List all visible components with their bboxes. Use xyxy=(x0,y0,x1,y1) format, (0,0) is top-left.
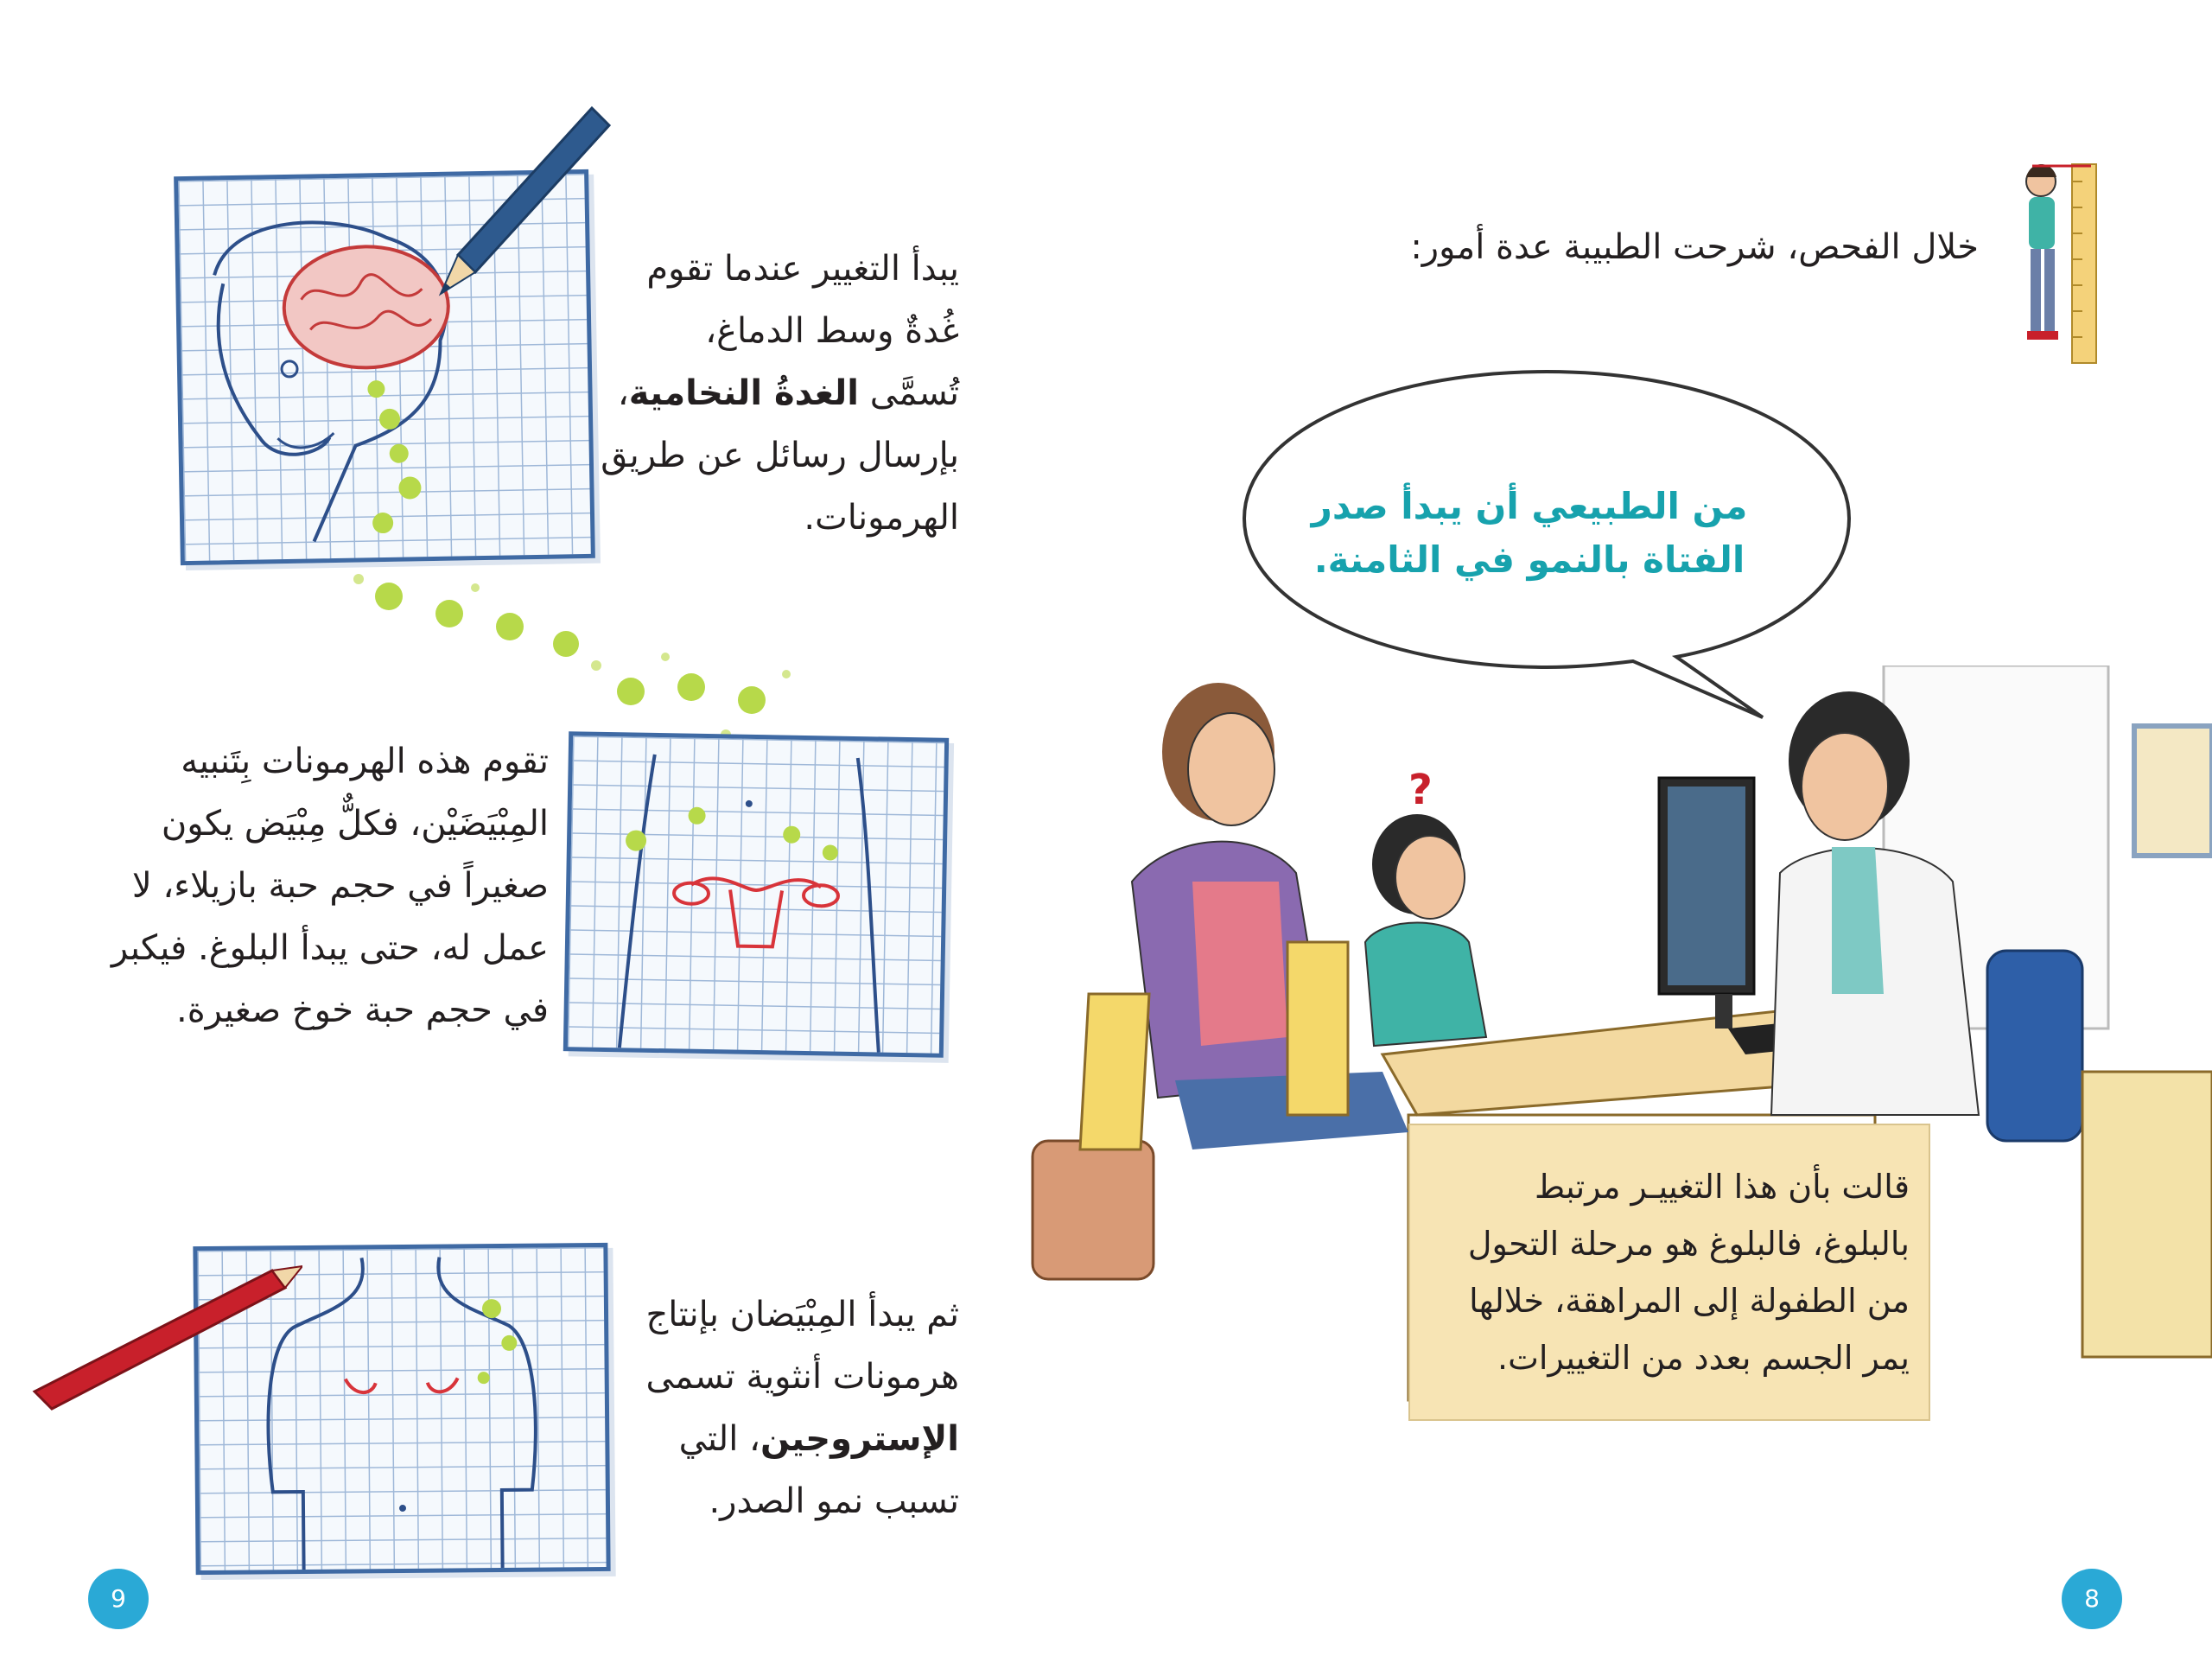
page-number-left: 9 xyxy=(88,1569,149,1629)
paragraph-ovaries xyxy=(48,730,549,1041)
paragraph-pituitary xyxy=(601,238,959,549)
page-number-right: 8 xyxy=(2062,1569,2122,1629)
girl-sweater xyxy=(1365,923,1486,1047)
red-pencil xyxy=(26,1262,302,1417)
para2-line4: عمل له، حتى يبدأ البلوغ. فيكبر xyxy=(111,928,549,968)
paragraph-estrogen xyxy=(605,1283,959,1532)
bubble-line1: من الطبيعي أن يبدأ صدر xyxy=(1311,485,1748,527)
term-estrogen: الإستروجين xyxy=(760,1419,959,1459)
explanation-note-text xyxy=(1426,1158,1910,1386)
para3-line4: تسبب نمو الصدر. xyxy=(709,1481,959,1521)
handbag xyxy=(1033,1141,1154,1279)
para1-line5: الهرمونات. xyxy=(804,498,959,538)
para1-line1: يبدأ التغيير عندما تقوم xyxy=(646,249,959,289)
note-line2: بالبلوغ، فالبلوغ هو مرحلة التحول xyxy=(1467,1225,1910,1263)
para2-line5: في حجم حبة خوخ صغيرة. xyxy=(175,990,549,1030)
bubble-line2: الفتاة بالنمو في الثامنة. xyxy=(1313,538,1745,581)
note-line4: يمر الجسم بعدد من التغييرات. xyxy=(1497,1339,1910,1377)
note-line3: من الطفولة إلى المراهقة، خلالها xyxy=(1469,1282,1910,1320)
svg-text:?: ? xyxy=(1408,766,1433,814)
wall-certificate xyxy=(2134,726,2212,856)
para1-line4: بإرسال رسائل عن طريق xyxy=(601,436,959,475)
para1-line3: تُسمَّى الغدةُ النخامية، xyxy=(617,373,959,413)
blue-pencil xyxy=(423,99,622,307)
height-ruler-girl xyxy=(2005,147,2108,372)
para2-line1: تقوم هذه الهرمونات بِتَنبيه xyxy=(181,742,549,781)
para1-line2: غُدةٌ وسط الدماغ، xyxy=(705,311,959,351)
para2-line2: المِبْيَضَيْن، فكلٌّ مِبْيَض يكون xyxy=(161,804,549,844)
doctor-chair xyxy=(1987,951,2082,1141)
medical-cart xyxy=(2082,1072,2212,1357)
ovary-sketch xyxy=(568,736,944,1053)
para3-line1: ثم يبدأ المِبْيَضان بإنتاج xyxy=(645,1295,959,1334)
intro-text: خلال الفحص، شرحت الطبيبة عدة أمور: xyxy=(1410,227,1979,267)
ovary-illustration xyxy=(563,731,949,1058)
para2-line3: صغيراً في حجم حبة بازيلاء، لا xyxy=(131,866,549,906)
para3-line2: هرمونات أنثوية تسمى xyxy=(645,1357,959,1397)
term-pituitary-gland: الغدةُ النخامية xyxy=(628,373,859,413)
para3-line3: الإستروجين، التي xyxy=(678,1419,959,1459)
note-line1: قالت بأن هذا التغييـر مرتبط xyxy=(1535,1168,1910,1206)
speech-bubble xyxy=(1296,480,1763,587)
